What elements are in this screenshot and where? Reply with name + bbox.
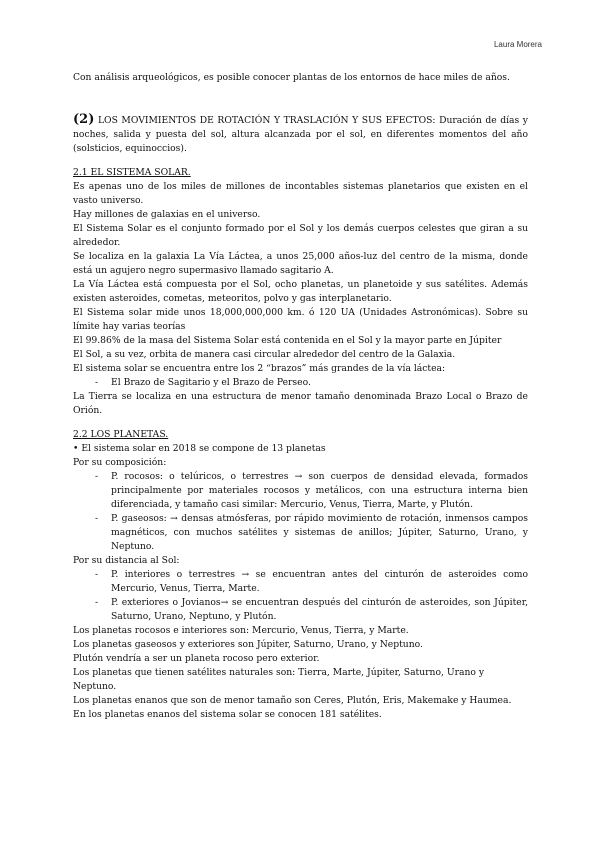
paragraph: Se localiza en la galaxia La Vía Láctea, a unos 25,000 años-luz del centro de la misma, donde está un agujero negro supermasivo llamado sagitario A. <box>73 251 528 276</box>
paragraph: El Sol, a su vez, orbita de manera casi circular alrededor del centro de la Galaxia. <box>73 349 456 360</box>
paragraph: La Vía Láctea está compuesta por el Sol, ocho planetas, un planetoide y sus satélites. Además existen asteroides, cometas, meteoritos, polvo y gas interplanetario. <box>73 279 528 304</box>
section-2-2-number: 2.2 <box>73 429 91 440</box>
section-2-2-title: LOS PLANETAS. <box>90 429 169 440</box>
list-item: - P. interiores o terrestres → se encuentran antes del cinturón de asteroides como Mercurio, Venus, Tierra, Marte. <box>95 568 528 596</box>
paragraph: Los planetas gaseosos y exteriores son Júpiter, Saturno, Urano, y Neptuno. <box>73 639 423 650</box>
section-2-body: Duración de días y noches, salida y puesta del sol, altura alcanzada por el sol, en diferentes momentos del año (solsticios, equinoccios). <box>73 115 528 154</box>
list-item: - P. rocosos: o telúricos, o terrestres → son cuerpos de densidad elevada, formados principalmente por materiales rocosos y metálicos, con una estructura interna bien diferenciada, y tamaño casi similar: Mercurio, Venus, Tierra, Marte, y Plutón. <box>95 470 528 512</box>
document-body <box>73 71 528 722</box>
composition-label: Por su composición: <box>73 457 167 468</box>
paragraph: La Tierra se localiza en una estructura de menor tamaño denominada Brazo Local o Brazo de Orión. <box>73 391 528 416</box>
paragraph: El 99.86% de la masa del Sistema Solar está contenida en el Sol y la mayor parte en Júpiter <box>73 335 502 346</box>
composition-list <box>73 470 528 554</box>
list-item: - P. exteriores o Jovianos→ se encuentran después del cinturón de asteroides, son Júpiter, Saturno, Urano, Neptuno, y Plutón. <box>95 596 528 624</box>
list-item: - P. gaseosos: → densas atmósferas, por rápido movimiento de rotación, inmensos campos magnéticos, con muchos satélites y sistemas de anillos; Júpiter, Saturno, Urano, y Neptuno. <box>95 512 528 554</box>
section-2 <box>73 113 528 156</box>
author-header: Laura Morera <box>493 40 542 49</box>
section-2-2-heading <box>73 428 528 442</box>
paragraph: El sistema solar se encuentra entre los 2 “brazos” más grandes de la vía láctea: <box>73 363 446 374</box>
paragraph: • El sistema solar en 2018 se compone de 13 planetas <box>73 443 326 454</box>
intro-paragraph: Con análisis arqueológicos, es posible conocer plantas de los entornos de hace miles de años. <box>73 72 510 83</box>
section-2-title: LOS MOVIMIENTOS DE ROTACIÓN Y TRASLACIÓN Y SUS EFECTOS: <box>97 115 436 126</box>
arms-list <box>73 376 528 390</box>
paragraph: Los planetas que tienen satélites naturales son: Tierra, Marte, Júpiter, Saturno, Urano y Neptuno. <box>73 667 485 692</box>
paragraph: Plutón vendría a ser un planeta rocoso pero exterior. <box>73 653 320 664</box>
list-item: - El Brazo de Sagitario y el Brazo de Perseo. <box>95 376 528 390</box>
paragraph: Los planetas rocosos e interiores son: Mercurio, Venus, Tierra, y Marte. <box>73 625 409 636</box>
section-2-1-title: EL SISTEMA SOLAR. <box>90 167 191 178</box>
paragraph: Es apenas uno de los miles de millones de incontables sistemas planetarios que existen en el vasto universo. <box>73 181 528 206</box>
section-2-1-heading <box>73 166 528 180</box>
paragraph: En los planetas enanos del sistema solar se conocen 181 satélites. <box>73 709 382 720</box>
section-2-1-number: 2.1 <box>73 167 91 178</box>
distance-label: Por su distancia al Sol: <box>73 555 180 566</box>
paragraph: Hay millones de galaxias en el universo. <box>73 209 261 220</box>
paragraph: Los planetas enanos que son de menor tamaño son Ceres, Plutón, Eris, Makemake y Haumea. <box>73 695 512 706</box>
distance-list <box>73 568 528 624</box>
section-2-number: (2) <box>73 112 95 127</box>
paragraph: El Sistema Solar es el conjunto formado por el Sol y los demás cuerpos celestes que giran a su alrededor. <box>73 223 528 248</box>
paragraph: El Sistema solar mide unos 18,000,000,000 km. ó 120 UA (Unidades Astronómicas). Sobre su límite hay varias teorías <box>73 307 528 332</box>
